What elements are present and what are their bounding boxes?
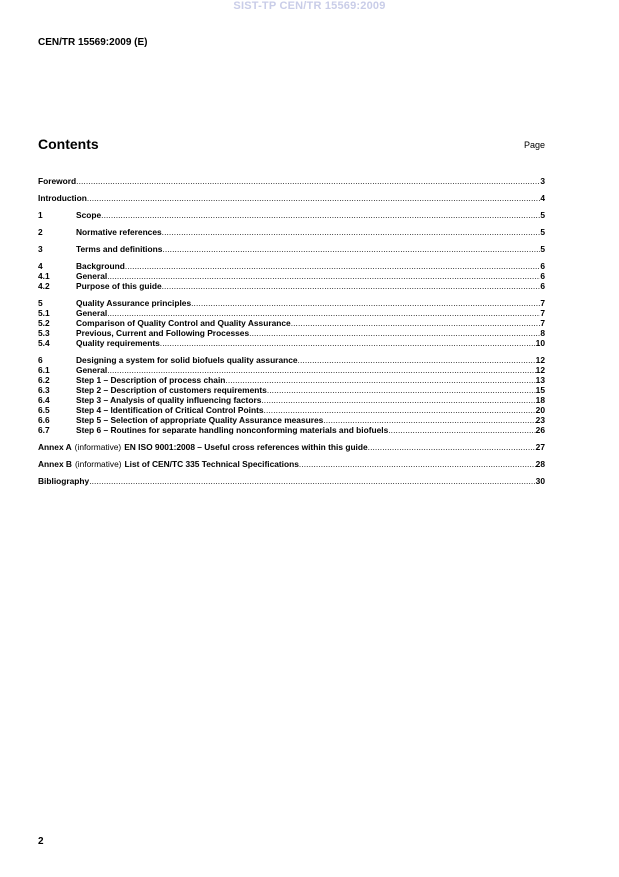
- toc-entry-1[interactable]: [38, 210, 545, 220]
- dot-leader: [261, 395, 535, 405]
- toc-entry-4-2[interactable]: [38, 281, 545, 291]
- toc-entry-annex-b[interactable]: [38, 459, 545, 469]
- toc-entry-title: Step 5 – Selection of appropriate Quality Assurance measures: [76, 415, 324, 425]
- dot-leader: [298, 355, 536, 365]
- toc-entry-6-1[interactable]: [38, 365, 545, 375]
- toc-entry-number: 4.1: [38, 271, 50, 281]
- toc-entry-page: 20: [535, 405, 545, 415]
- toc-entry-number: 4.2: [38, 281, 50, 291]
- dot-leader: [125, 261, 540, 271]
- toc-entry-number: 6.7: [38, 425, 50, 435]
- toc-entry-page: 7: [540, 318, 545, 328]
- toc-entry-5-3[interactable]: [38, 328, 545, 338]
- toc-entry-page: 6: [540, 271, 545, 281]
- dot-leader: [89, 476, 535, 486]
- toc-entry-title: Quality requirements: [76, 338, 160, 348]
- toc-entry-page: 5: [540, 244, 545, 254]
- toc-entry-number: 5.1: [38, 308, 50, 318]
- dot-leader: [107, 308, 540, 318]
- toc-entry-5-4[interactable]: [38, 338, 545, 348]
- toc-entry-page: 27: [535, 442, 545, 452]
- toc-entry-number: 5.3: [38, 328, 50, 338]
- toc-entry-title: General: [76, 365, 108, 375]
- toc-entry-page: 4: [540, 193, 545, 203]
- toc-entry-6-2[interactable]: [38, 375, 545, 385]
- toc-entry-number: 3: [38, 244, 43, 254]
- dot-leader: [264, 405, 536, 415]
- toc-entry-title: Foreword: [38, 176, 77, 186]
- toc-entry-number: 6.3: [38, 385, 50, 395]
- annex-label: Annex B: [38, 459, 72, 469]
- page-column-label: Page: [523, 140, 545, 150]
- toc-entry-4-1[interactable]: [38, 271, 545, 281]
- toc-entry-6-6[interactable]: [38, 415, 545, 425]
- toc-entry-title: Terms and definitions: [76, 244, 163, 254]
- dot-leader: [107, 365, 535, 375]
- toc-entry-page: 5: [540, 210, 545, 220]
- toc-entry-title: Normative references: [76, 227, 162, 237]
- dot-leader: [101, 210, 540, 220]
- dot-leader: [291, 318, 541, 328]
- toc-entry-page: 15: [535, 385, 545, 395]
- page-number: 2: [38, 836, 44, 847]
- toc-entry-title: Step 6 – Routines for separate handling nonconforming materials and biofuels: [76, 425, 389, 435]
- toc-entry-number: 5: [38, 298, 43, 308]
- toc-entry-page: 12: [535, 355, 545, 365]
- toc-entry-page: 6: [540, 281, 545, 291]
- toc-entry-title: Step 4 – Identification of Critical Control Points: [76, 405, 264, 415]
- dot-leader: [160, 338, 536, 348]
- toc-entry-title: Quality Assurance principles: [76, 298, 192, 308]
- dot-leader: [87, 193, 540, 203]
- toc-entry-page: 6: [540, 261, 545, 271]
- toc-entry-page: 10: [535, 338, 545, 348]
- dot-leader: [107, 271, 540, 281]
- toc-entry-page: 7: [540, 298, 545, 308]
- toc-entry-page: 13: [535, 375, 545, 385]
- toc-entry-6-7[interactable]: [38, 425, 545, 435]
- toc-entry-page: 30: [535, 476, 545, 486]
- toc-entry-5-1[interactable]: [38, 308, 545, 318]
- document-id: CEN/TR 15569:2009 (E): [38, 37, 148, 48]
- annex-informative: (informative): [74, 459, 122, 469]
- toc-entry-page: 18: [535, 395, 545, 405]
- dot-leader: [299, 459, 536, 469]
- toc-entry-page: 7: [540, 308, 545, 318]
- dot-leader: [368, 442, 536, 452]
- toc-entry-title: Comparison of Quality Control and Quality Assurance: [76, 318, 291, 328]
- toc-entry-title: Step 3 – Analysis of quality influencing factors: [76, 395, 262, 405]
- toc-entry-6-3[interactable]: [38, 385, 545, 395]
- toc-entry-page: 28: [535, 459, 545, 469]
- toc-entry-title: General: [76, 271, 108, 281]
- toc-entry-3[interactable]: [38, 244, 545, 254]
- annex-title: EN ISO 9001:2008 – Useful cross references within this guide: [124, 442, 368, 452]
- toc-entry-number: 6.5: [38, 405, 50, 415]
- toc-entry-title: Designing a system for solid biofuels quality assurance: [76, 355, 298, 365]
- toc-entry-number: 5.2: [38, 318, 50, 328]
- dot-leader: [323, 415, 535, 425]
- toc-entry-title: Purpose of this guide: [76, 281, 162, 291]
- dot-leader: [191, 298, 540, 308]
- toc-entry-6-4[interactable]: [38, 395, 545, 405]
- toc-entry-number: 5.4: [38, 338, 50, 348]
- toc-entry-number: 2: [38, 227, 43, 237]
- annex-title: List of CEN/TC 335 Technical Specifications: [124, 459, 299, 469]
- toc-entry-6-5[interactable]: [38, 405, 545, 415]
- toc-entry-bibliography[interactable]: [38, 476, 545, 486]
- toc-entry-title: Bibliography: [38, 476, 90, 486]
- toc-entry-page: 26: [535, 425, 545, 435]
- toc-entry-number: 1: [38, 210, 43, 220]
- toc-entry-number: 6.1: [38, 365, 50, 375]
- dot-leader: [225, 375, 535, 385]
- watermark: SIST-TP CEN/TR 15569:2009: [233, 0, 386, 12]
- toc-entry-annex-a[interactable]: [38, 442, 545, 452]
- dot-leader: [162, 244, 540, 254]
- toc-entry-title: Step 2 – Description of customers requirements: [76, 385, 267, 395]
- toc-entry-number: 6.2: [38, 375, 50, 385]
- toc-entry-5-2[interactable]: [38, 318, 545, 328]
- toc-entry-5[interactable]: [38, 298, 545, 308]
- toc-entry-page: 3: [540, 176, 545, 186]
- dot-leader: [249, 328, 540, 338]
- dot-leader: [76, 176, 540, 186]
- toc-entry-title: Scope: [76, 210, 102, 220]
- dot-leader: [388, 425, 535, 435]
- dot-leader: [267, 385, 536, 395]
- toc-entry-number: 4: [38, 261, 43, 271]
- toc-entry-number: 6: [38, 355, 43, 365]
- dot-leader: [162, 281, 541, 291]
- toc-entry-title: General: [76, 308, 108, 318]
- toc-entry-6[interactable]: [38, 355, 545, 365]
- toc-entry-introduction[interactable]: [38, 193, 545, 203]
- dot-leader: [162, 227, 541, 237]
- toc-entry-page: 8: [540, 328, 545, 338]
- toc-entry-number: 6.6: [38, 415, 50, 425]
- toc-entry-page: 5: [540, 227, 545, 237]
- toc-entry-title: Introduction: [38, 193, 87, 203]
- toc-entry-title: Previous, Current and Following Processes: [76, 328, 250, 338]
- toc-entry-title: Background: [76, 261, 125, 271]
- contents-heading: Contents: [38, 136, 99, 152]
- toc-entry-page: 12: [535, 365, 545, 375]
- toc-entry-page: 23: [535, 415, 545, 425]
- toc-entry-foreword[interactable]: [38, 176, 545, 186]
- table-of-contents: [38, 176, 545, 486]
- toc-entry-number: 6.4: [38, 395, 50, 405]
- annex-label: Annex A: [38, 442, 72, 452]
- annex-informative: (informative): [74, 442, 122, 452]
- toc-entry-title: Step 1 – Description of process chain: [76, 375, 226, 385]
- toc-entry-4[interactable]: [38, 261, 545, 271]
- toc-entry-2[interactable]: [38, 227, 545, 237]
